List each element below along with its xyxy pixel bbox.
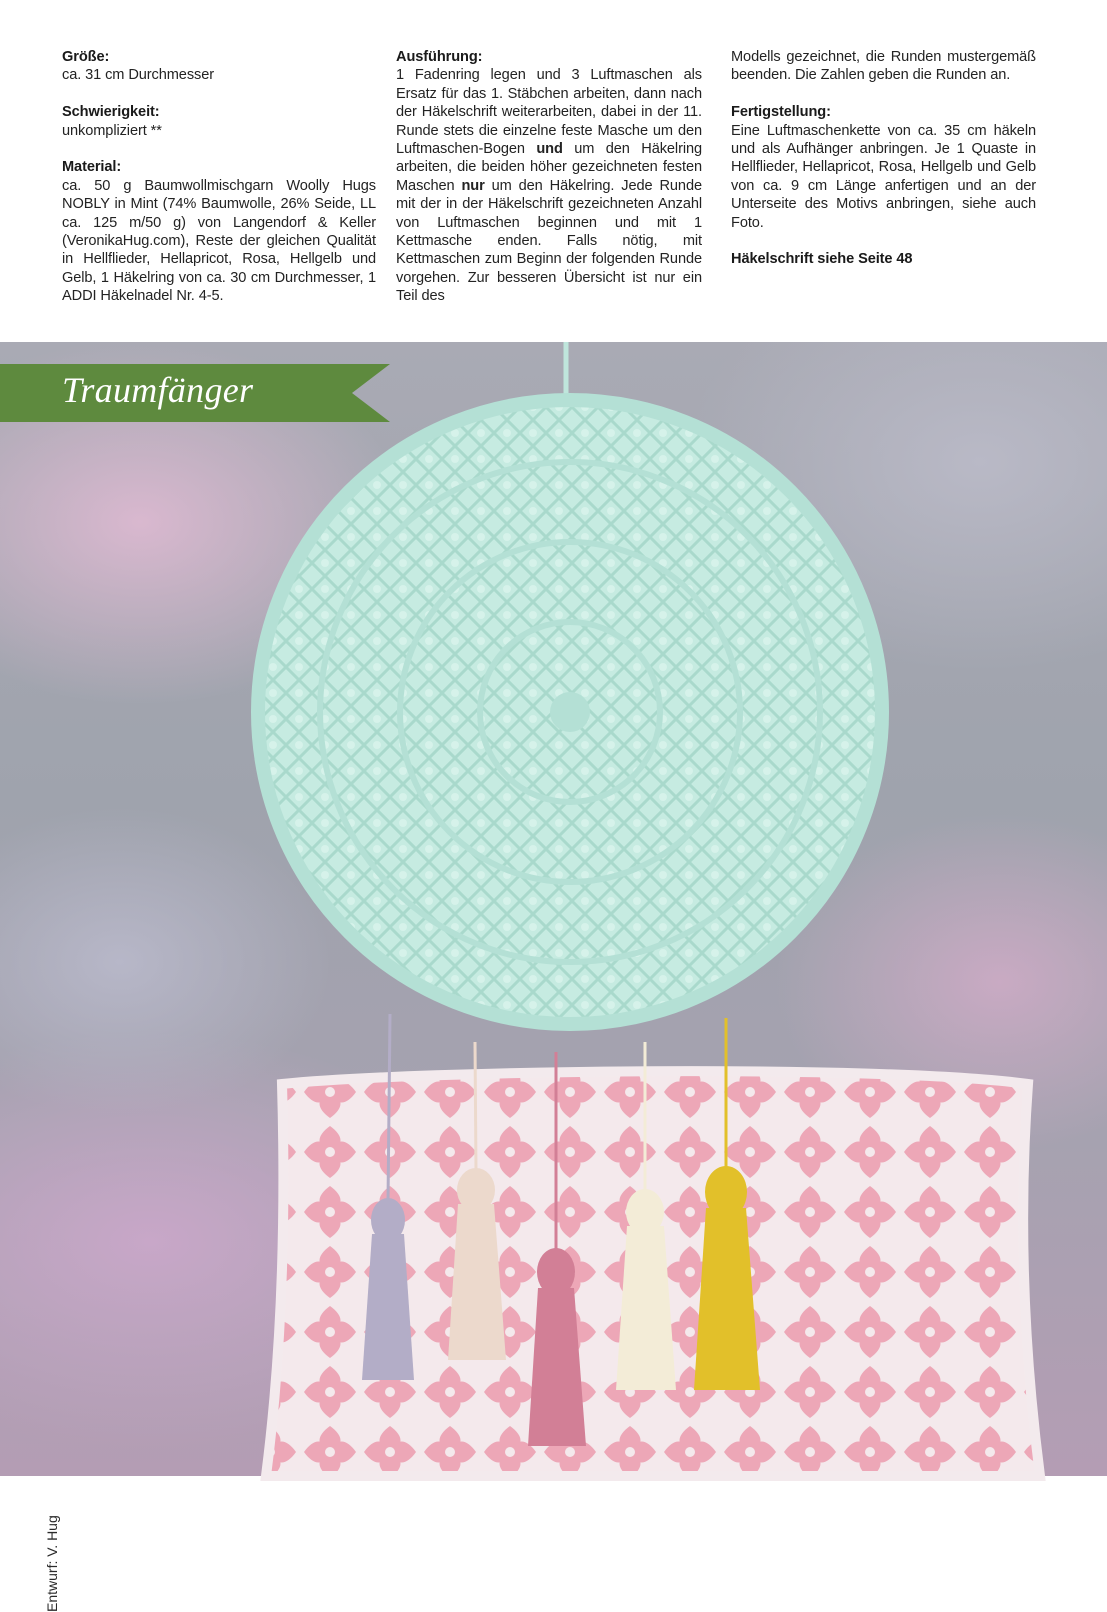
execution-heading: Ausführung: bbox=[396, 49, 483, 65]
continuation-text: Modells gezeichnet, die Runden mustergemäß beenden. Die Zahlen geben die Runden an. bbox=[731, 49, 1036, 84]
banner-title: Traumfänger bbox=[62, 370, 254, 410]
difficulty-text: unkompliziert ** bbox=[62, 122, 162, 139]
material-text: ca. 50 g Baumwollmischgarn Woolly Hugs NOBLY in Mint (74% Baumwolle, 26% Seide, LL ca. 125 m/50 g) von Langendorf & Keller (VeronikaHug.com), Reste der gleichen Qualität in Hellflieder, Hellapricot, Rosa, Hellgelb und Gelb, 1 Häkelring von ca. 30 cm Durchmesser, 1 ADDI Häkelnadel Nr. 4-5. bbox=[62, 177, 376, 305]
finishing-heading: Fertigstellung: bbox=[731, 104, 831, 121]
text-column-2 bbox=[396, 48, 702, 306]
execution-text-part-1: 1 Fadenring legen und 3 Luftmaschen als Ersatz für das 1. Stäbchen arbeiten, dann nach der Häkelschrift weiterarbeiten, dabei in der 11. Runde stets die einzelne feste Masche um den Luftmaschen-Bogen bbox=[396, 67, 702, 158]
execution-bold-nur: nur bbox=[461, 177, 485, 194]
crochet-doily bbox=[258, 400, 882, 1024]
design-credit: Entwurf: V. Hug bbox=[44, 1515, 60, 1612]
size-heading: Größe: bbox=[62, 49, 110, 65]
material-heading: Material: bbox=[62, 159, 122, 176]
instructions-text-area bbox=[0, 0, 1107, 342]
size-text: ca. 31 cm Durchmesser bbox=[62, 67, 214, 84]
difficulty-heading: Schwierigkeit: bbox=[62, 104, 160, 121]
chart-reference: Häkelschrift siehe Seite 48 bbox=[731, 251, 913, 268]
execution-bold-und: und bbox=[536, 141, 563, 158]
text-column-1 bbox=[62, 48, 376, 324]
dreamcatcher-photo bbox=[0, 342, 1107, 1612]
text-column-3 bbox=[731, 48, 1036, 287]
execution-text-part-2: um den Häkelring arbeiten, die beiden höher gezeichneten festen Maschen bbox=[396, 141, 702, 194]
execution-text-part-3: um den Häkelring. Jede Runde mit der in der Häkelschrift gezeichneten Anzahl von Luftmaschen beginnen und mit 1 Kettmasche enden. Falls nötig, mit Kettmaschen zum Beginn der folgenden Runde vorgehen. Zur besseren Übersicht ist nur ein Teil des bbox=[396, 177, 702, 305]
photo-scene bbox=[0, 342, 1107, 1476]
finishing-text: Eine Luftmaschenkette von ca. 35 cm häkeln und als Aufhänger anbringen. Je 1 Quaste in Hellflieder, Hellapricot, Rosa, Hellgelb und Gelb von ca. 9 cm Länge anfertigen und an der Unterseite des Motivs anbringen, siehe auch Foto. bbox=[731, 122, 1036, 231]
execution-text bbox=[396, 66, 702, 305]
